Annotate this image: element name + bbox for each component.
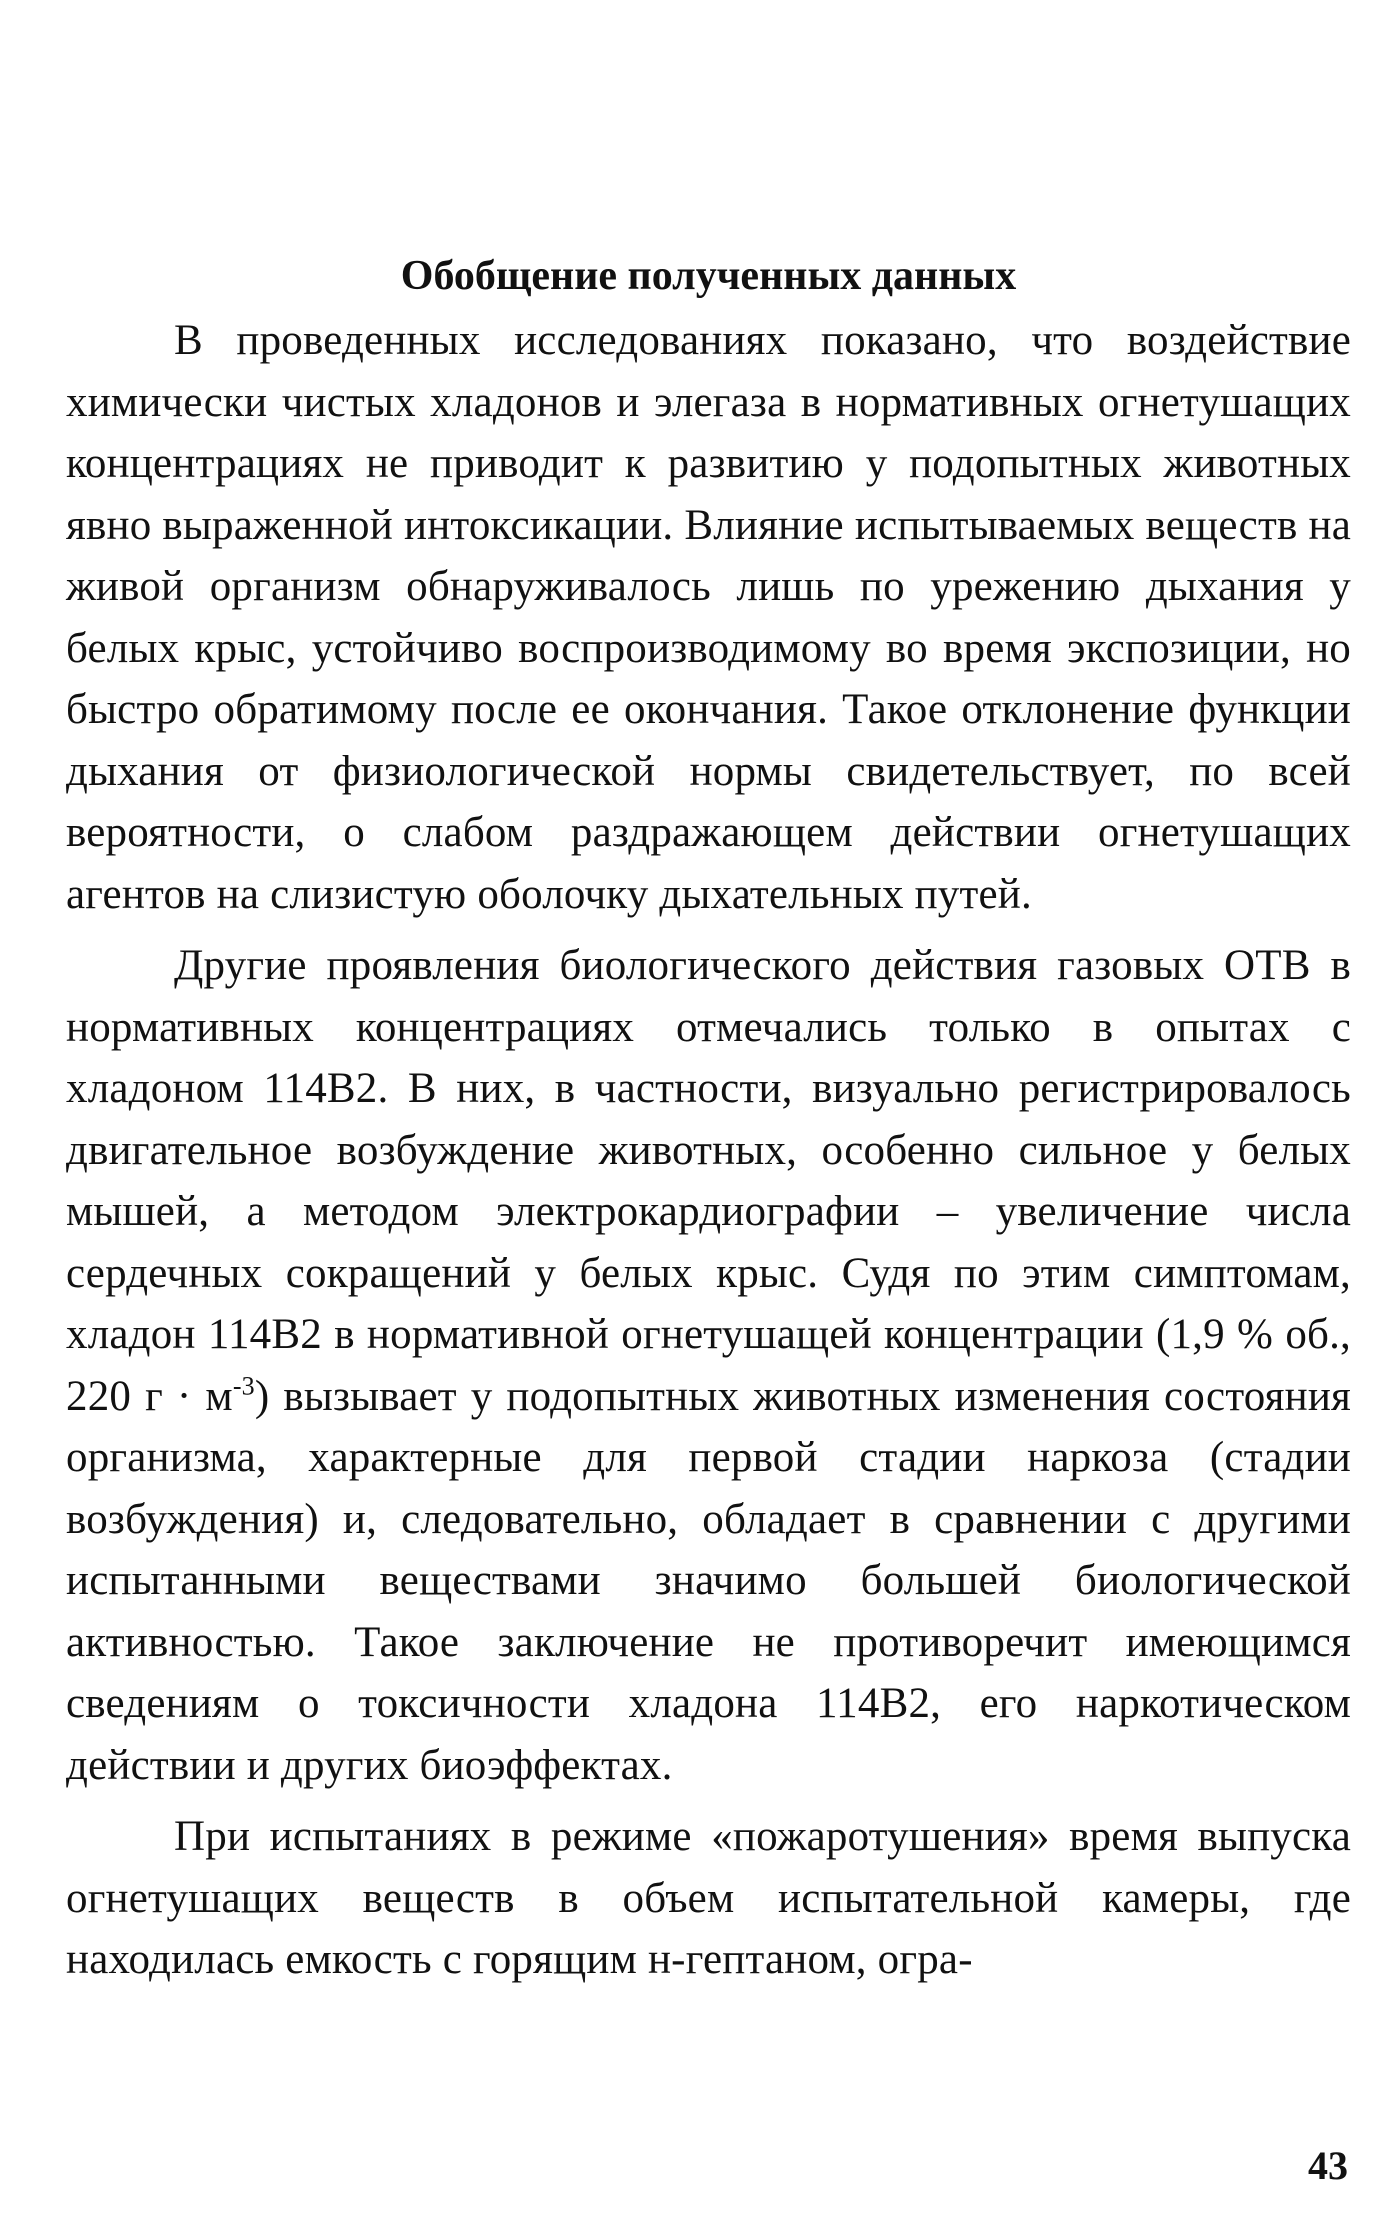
superscript-exponent: -3: [232, 1371, 255, 1401]
paragraph-2-text-before-superscript: Другие проявления биологического действия газовых ОТВ в нормативных концентрациях отмечались только в опытах с хладоном 114В2. В них, в частности, визуально регистрировалось двигательное возбуждение животных, особенно сильное у белых мышей, а методом электрокардиографии – увеличение числа сердечных сокращений у белых крыс. Судя по этим симптомам, хладон 114В2 в нормативной огнетушащей концентрации (1,9 % об., 220 г · м: [66, 942, 1351, 1420]
page-body: [66, 248, 1351, 2001]
page-number: 43: [1308, 2143, 1348, 2188]
section-heading: Обобщение полученных данных: [400, 253, 1017, 299]
paragraph-3: При испытаниях в режиме «пожаротушения» время выпуска огнетушащих веществ в объем испытательной камеры, где находилась емкость с горящим н-гептаном, огра-: [66, 1813, 1351, 1983]
paragraph-1: В проведенных исследованиях показано, что воздействие химически чистых хладонов и элегаза в нормативных огнетушащих концентрациях не приводит к развитию у подопытных животных явно выраженной интоксикации. Влияние испытываемых веществ на живой организм обнаруживалось лишь по урежению дыхания у белых крыс, устойчиво воспроизводимому во время экспозиции, но быстро обратимому после ее окончания. Такое отклонение функции дыхания от физиологической нормы свидетельствует, по всей вероятности, о слабом раздражающем действии огнетушащих агентов на слизистую оболочку дыхательных путей.: [66, 317, 1351, 918]
paragraph-2: [66, 935, 1351, 1796]
paragraph-2-text-after-superscript: ) вызывает у подопытных животных изменения состояния организма, характерные для первой стадии наркоза (стадии возбуждения) и, следовательно, обладает в сравнении с другими испытанными веществами значимо большей биологической активностью. Такое заключение не противоречит имеющимся сведениям о токсичности хладона 114В2, его наркотическом действии и других биоэффектах.: [66, 1372, 1352, 1789]
